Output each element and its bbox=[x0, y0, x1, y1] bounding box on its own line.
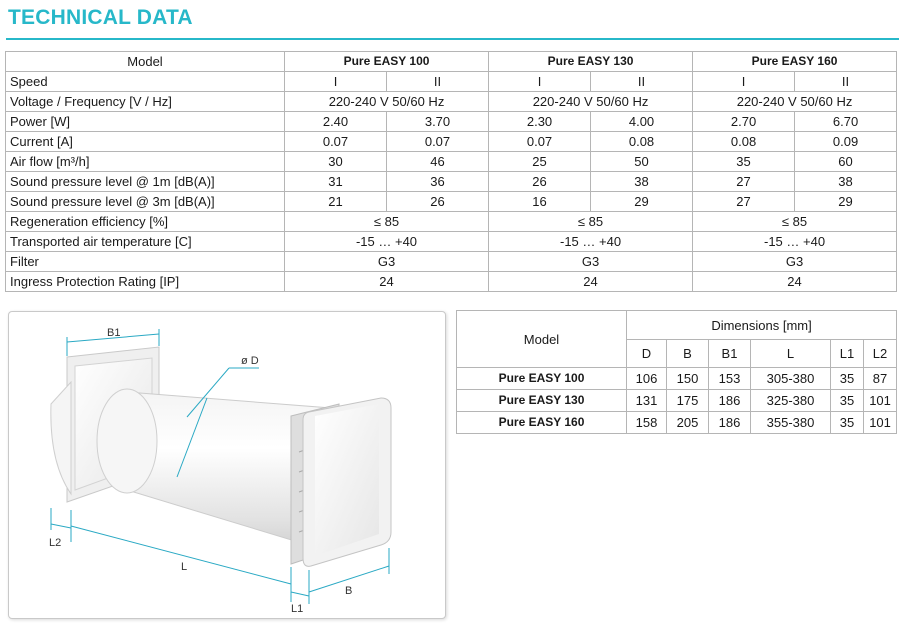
dim-label-b1: B1 bbox=[107, 327, 121, 339]
column-header: L1 bbox=[831, 340, 864, 368]
table-cell: ≤ 85 bbox=[285, 212, 489, 232]
technical-data-table bbox=[5, 51, 897, 292]
table-cell: 29 bbox=[591, 192, 693, 212]
table-cell: 30 bbox=[285, 152, 387, 172]
table-cell: G3 bbox=[693, 252, 897, 272]
model-column-header: Pure EASY 130 bbox=[489, 52, 693, 72]
table-cell: 2.70 bbox=[693, 112, 795, 132]
table-cell: 106 bbox=[627, 368, 667, 390]
table-row bbox=[6, 132, 897, 152]
row-label: Sound pressure level @ 3m [dB(A)] bbox=[6, 192, 285, 212]
table-header-row bbox=[6, 52, 897, 72]
table-cell: 220-240 V 50/60 Hz bbox=[693, 92, 897, 112]
table-cell: 24 bbox=[693, 272, 897, 292]
table-row bbox=[6, 92, 897, 112]
table-cell: 305-380 bbox=[751, 368, 831, 390]
table-cell: ≤ 85 bbox=[693, 212, 897, 232]
speed-cell: I bbox=[285, 72, 387, 92]
table-row bbox=[6, 252, 897, 272]
table-cell: 24 bbox=[489, 272, 693, 292]
table-cell: 35 bbox=[831, 368, 864, 390]
table-cell: 205 bbox=[667, 412, 709, 434]
table-cell: 31 bbox=[285, 172, 387, 192]
page-title: TECHNICAL DATA bbox=[8, 6, 193, 29]
table-cell: 158 bbox=[627, 412, 667, 434]
row-label: Sound pressure level @ 1m [dB(A)] bbox=[6, 172, 285, 192]
table-cell: 131 bbox=[627, 390, 667, 412]
table-cell: -15 … +40 bbox=[489, 232, 693, 252]
table-row bbox=[6, 232, 897, 252]
model-column-header: Pure EASY 100 bbox=[285, 52, 489, 72]
table-cell: 50 bbox=[591, 152, 693, 172]
column-header: L bbox=[751, 340, 831, 368]
table-cell: 26 bbox=[489, 172, 591, 192]
model-name: Pure EASY 100 bbox=[457, 368, 627, 390]
table-cell: 35 bbox=[693, 152, 795, 172]
table-cell: 150 bbox=[667, 368, 709, 390]
table-cell: 35 bbox=[831, 412, 864, 434]
speed-cell: I bbox=[693, 72, 795, 92]
table-row bbox=[6, 72, 897, 92]
table-cell: 0.07 bbox=[489, 132, 591, 152]
model-header: Model bbox=[6, 52, 285, 72]
dim-label-l: L bbox=[181, 561, 188, 573]
table-cell: -15 … +40 bbox=[693, 232, 897, 252]
table-row bbox=[6, 212, 897, 232]
dim-label-b: B bbox=[345, 585, 353, 597]
table-cell: 16 bbox=[489, 192, 591, 212]
table-cell: 3.70 bbox=[387, 112, 489, 132]
table-cell: 38 bbox=[795, 172, 897, 192]
column-header: L2 bbox=[864, 340, 897, 368]
table-cell: 26 bbox=[387, 192, 489, 212]
model-name: Pure EASY 160 bbox=[457, 412, 627, 434]
column-header: B bbox=[667, 340, 709, 368]
title-divider bbox=[6, 38, 899, 40]
table-cell: 0.09 bbox=[795, 132, 897, 152]
table-cell: 325-380 bbox=[751, 390, 831, 412]
table-cell: 0.08 bbox=[693, 132, 795, 152]
row-label: Speed bbox=[6, 72, 285, 92]
table-cell: 35 bbox=[831, 390, 864, 412]
table-cell: 60 bbox=[795, 152, 897, 172]
table-cell: 36 bbox=[387, 172, 489, 192]
table-cell: 46 bbox=[387, 152, 489, 172]
row-label: Transported air temperature [C] bbox=[6, 232, 285, 252]
dims-header-row bbox=[457, 311, 897, 340]
table-row bbox=[6, 112, 897, 132]
table-cell: 175 bbox=[667, 390, 709, 412]
speed-cell: II bbox=[591, 72, 693, 92]
row-label: Voltage / Frequency [V / Hz] bbox=[6, 92, 285, 112]
table-cell: 101 bbox=[864, 390, 897, 412]
speed-cell: II bbox=[795, 72, 897, 92]
dim-label-d: ø D bbox=[241, 355, 259, 367]
table-cell: 101 bbox=[864, 412, 897, 434]
table-cell: 186 bbox=[709, 390, 751, 412]
column-header: D bbox=[627, 340, 667, 368]
table-row bbox=[6, 192, 897, 212]
table-cell: -15 … +40 bbox=[285, 232, 489, 252]
row-label: Current [A] bbox=[6, 132, 285, 152]
table-cell: 4.00 bbox=[591, 112, 693, 132]
dimensions-header: Dimensions [mm] bbox=[627, 311, 897, 340]
table-cell: 220-240 V 50/60 Hz bbox=[489, 92, 693, 112]
table-row bbox=[6, 172, 897, 192]
table-cell: G3 bbox=[489, 252, 693, 272]
table-cell: 6.70 bbox=[795, 112, 897, 132]
dimensions-table bbox=[456, 310, 897, 434]
dim-label-l1: L1 bbox=[291, 603, 304, 615]
table-cell: 0.07 bbox=[387, 132, 489, 152]
row-label: Regeneration efficiency [%] bbox=[6, 212, 285, 232]
table-cell: 27 bbox=[693, 192, 795, 212]
table-cell: 220-240 V 50/60 Hz bbox=[285, 92, 489, 112]
column-header: B1 bbox=[709, 340, 751, 368]
table-row bbox=[6, 152, 897, 172]
table-cell: 24 bbox=[285, 272, 489, 292]
table-cell: 27 bbox=[693, 172, 795, 192]
table-cell: 0.08 bbox=[591, 132, 693, 152]
table-cell: 21 bbox=[285, 192, 387, 212]
model-column-header: Pure EASY 160 bbox=[693, 52, 897, 72]
row-label: Power [W] bbox=[6, 112, 285, 132]
row-label: Ingress Protection Rating [IP] bbox=[6, 272, 285, 292]
model-name: Pure EASY 130 bbox=[457, 390, 627, 412]
dim-label-l2: L2 bbox=[49, 537, 62, 549]
table-row bbox=[457, 390, 897, 412]
table-row bbox=[6, 272, 897, 292]
table-row bbox=[457, 412, 897, 434]
table-cell: 2.40 bbox=[285, 112, 387, 132]
model-header: Model bbox=[457, 311, 627, 368]
row-label: Air flow [m³/h] bbox=[6, 152, 285, 172]
table-cell: 0.07 bbox=[285, 132, 387, 152]
table-cell: ≤ 85 bbox=[489, 212, 693, 232]
table-row bbox=[457, 368, 897, 390]
table-cell: 186 bbox=[709, 412, 751, 434]
table-cell: 355-380 bbox=[751, 412, 831, 434]
table-cell: G3 bbox=[285, 252, 489, 272]
row-label: Filter bbox=[6, 252, 285, 272]
table-cell: 87 bbox=[864, 368, 897, 390]
table-cell: 153 bbox=[709, 368, 751, 390]
table-cell: 2.30 bbox=[489, 112, 591, 132]
product-dimension-drawing bbox=[8, 311, 446, 619]
ventilator-illustration bbox=[9, 312, 445, 618]
table-cell: 38 bbox=[591, 172, 693, 192]
speed-cell: I bbox=[489, 72, 591, 92]
table-cell: 29 bbox=[795, 192, 897, 212]
speed-cell: II bbox=[387, 72, 489, 92]
table-cell: 25 bbox=[489, 152, 591, 172]
front-cover-plate bbox=[303, 398, 391, 566]
